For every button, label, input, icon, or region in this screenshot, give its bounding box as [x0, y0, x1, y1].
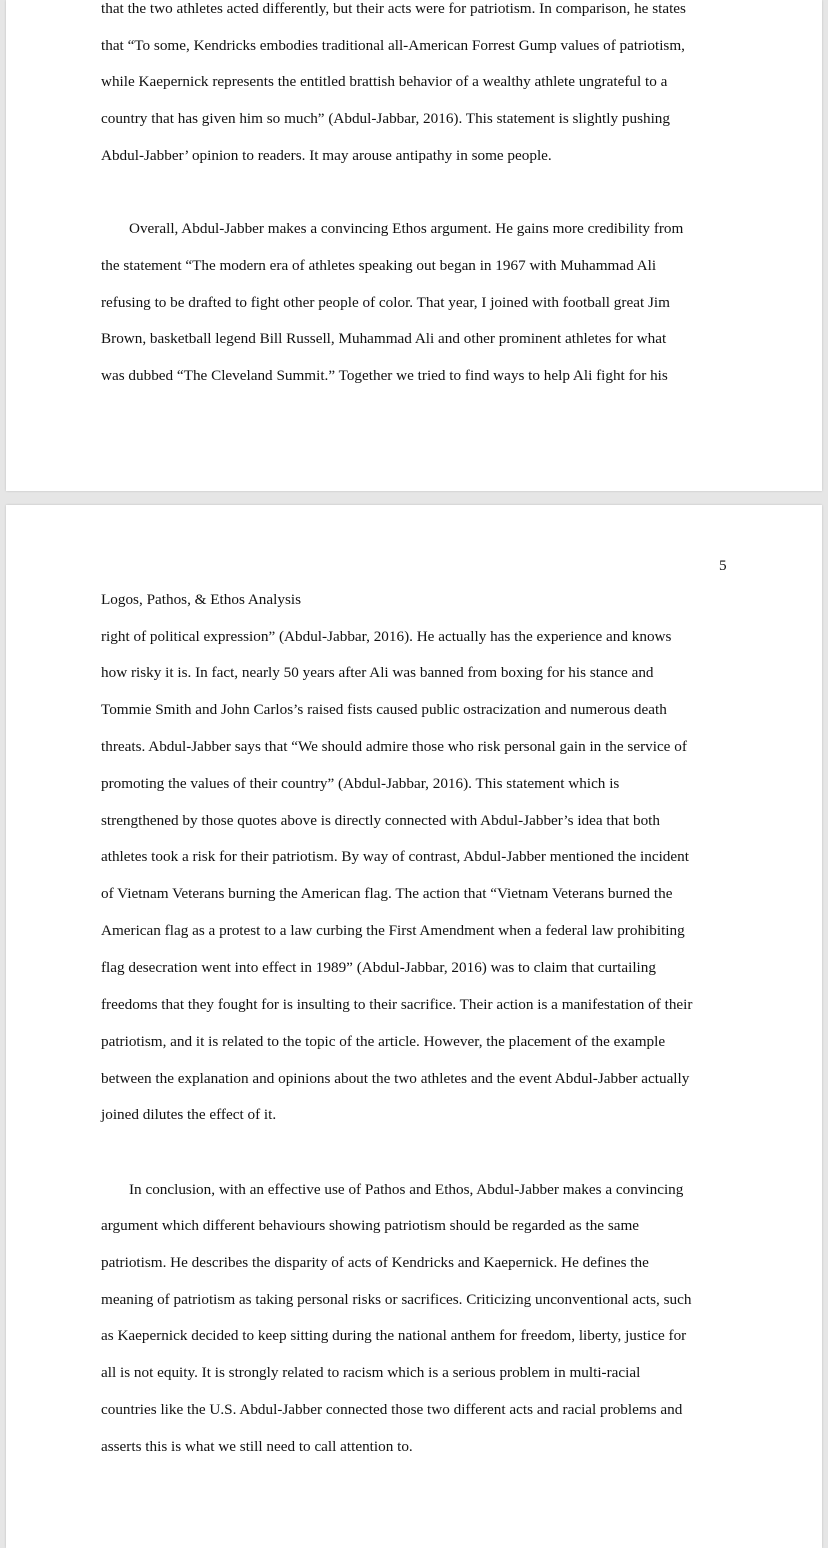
text-line: all is not equity. It is strongly related to racism which is a serious problem in multi-racial [101, 1364, 641, 1381]
text-line: strengthened by those quotes above is directly connected with Abdul-Jabber’s idea that both [101, 812, 660, 829]
text-line: asserts this is what we still need to call attention to. [101, 1438, 413, 1455]
document-page-5 [6, 505, 822, 1548]
text-line: patriotism, and it is related to the topic of the article. However, the placement of the example [101, 1033, 666, 1050]
text-line: refusing to be drafted to fight other people of color. That year, I joined with football great Jim [101, 294, 670, 311]
text-line: Tommie Smith and John Carlos’s raised fists caused public ostracization and numerous death [101, 701, 667, 718]
text-line: the statement “The modern era of athletes speaking out began in 1967 with Muhammad Ali [101, 257, 657, 274]
text-line: In conclusion, with an effective use of Pathos and Ethos, Abdul-Jabber makes a convincing [129, 1181, 684, 1198]
text-line: patriotism. He describes the disparity of acts of Kendricks and Kaepernick. He defines the [101, 1254, 649, 1271]
text-line: flag desecration went into effect in 1989” (Abdul-Jabbar, 2016) was to claim that curtailing [101, 959, 656, 976]
text-line: meaning of patriotism as taking personal risks or sacrifices. Criticizing unconventional acts, such [101, 1291, 692, 1308]
text-line: promoting the values of their country” (Abdul-Jabbar, 2016). This statement which is [101, 775, 620, 792]
text-line: freedoms that they fought for is insulting to their sacrifice. Their action is a manifestation of their [101, 996, 693, 1013]
text-line: American flag as a protest to a law curbing the First Amendment when a federal law prohibiting [101, 922, 685, 939]
text-line: joined dilutes the effect of it. [101, 1106, 277, 1123]
text-line: Abdul-Jabber’ opinion to readers. It may arouse antipathy in some people. [101, 147, 552, 164]
text-line: was dubbed “The Cleveland Summit.” Together we tried to find ways to help Ali fight for his [101, 367, 668, 384]
text-line: argument which different behaviours showing patriotism should be regarded as the same [101, 1217, 640, 1234]
text-line: between the explanation and opinions about the two athletes and the event Abdul-Jabber actually [101, 1070, 690, 1087]
text-line: that the two athletes acted differently, but their acts were for patriotism. In comparison, he states [101, 0, 686, 17]
text-line: threats. Abdul-Jabber says that “We should admire those who risk personal gain in the service of [101, 738, 687, 755]
text-line: as Kaepernick decided to keep sitting during the national anthem for freedom, liberty, justice for [101, 1327, 687, 1344]
running-head: Logos, Pathos, & Ethos Analysis [101, 591, 301, 608]
text-line: how risky it is. In fact, nearly 50 years after Ali was banned from boxing for his stance and [101, 664, 654, 681]
text-line: while Kaepernick represents the entitled brattish behavior of a wealthy athlete ungrateful to a [101, 73, 668, 90]
text-line: country that has given him so much” (Abdul-Jabbar, 2016). This statement is slightly pushing [101, 110, 670, 127]
text-line: right of political expression” (Abdul-Jabbar, 2016). He actually has the experience and knows [101, 628, 672, 645]
text-line: of Vietnam Veterans burning the American flag. The action that “Vietnam Veterans burned the [101, 885, 673, 902]
text-line: Overall, Abdul-Jabber makes a convincing Ethos argument. He gains more credibility from [129, 220, 684, 237]
text-line: Brown, basketball legend Bill Russell, Muhammad Ali and other prominent athletes for what [101, 330, 667, 347]
text-line: athletes took a risk for their patriotism. By way of contrast, Abdul-Jabber mentioned the incident [101, 848, 689, 865]
text-line: that “To some, Kendricks embodies traditional all-American Forrest Gump values of patriotism, [101, 37, 685, 54]
document-page-4 [6, 0, 822, 491]
page-number: 5 [719, 557, 727, 574]
text-line: countries like the U.S. Abdul-Jabber connected those two different acts and racial problems and [101, 1401, 683, 1418]
